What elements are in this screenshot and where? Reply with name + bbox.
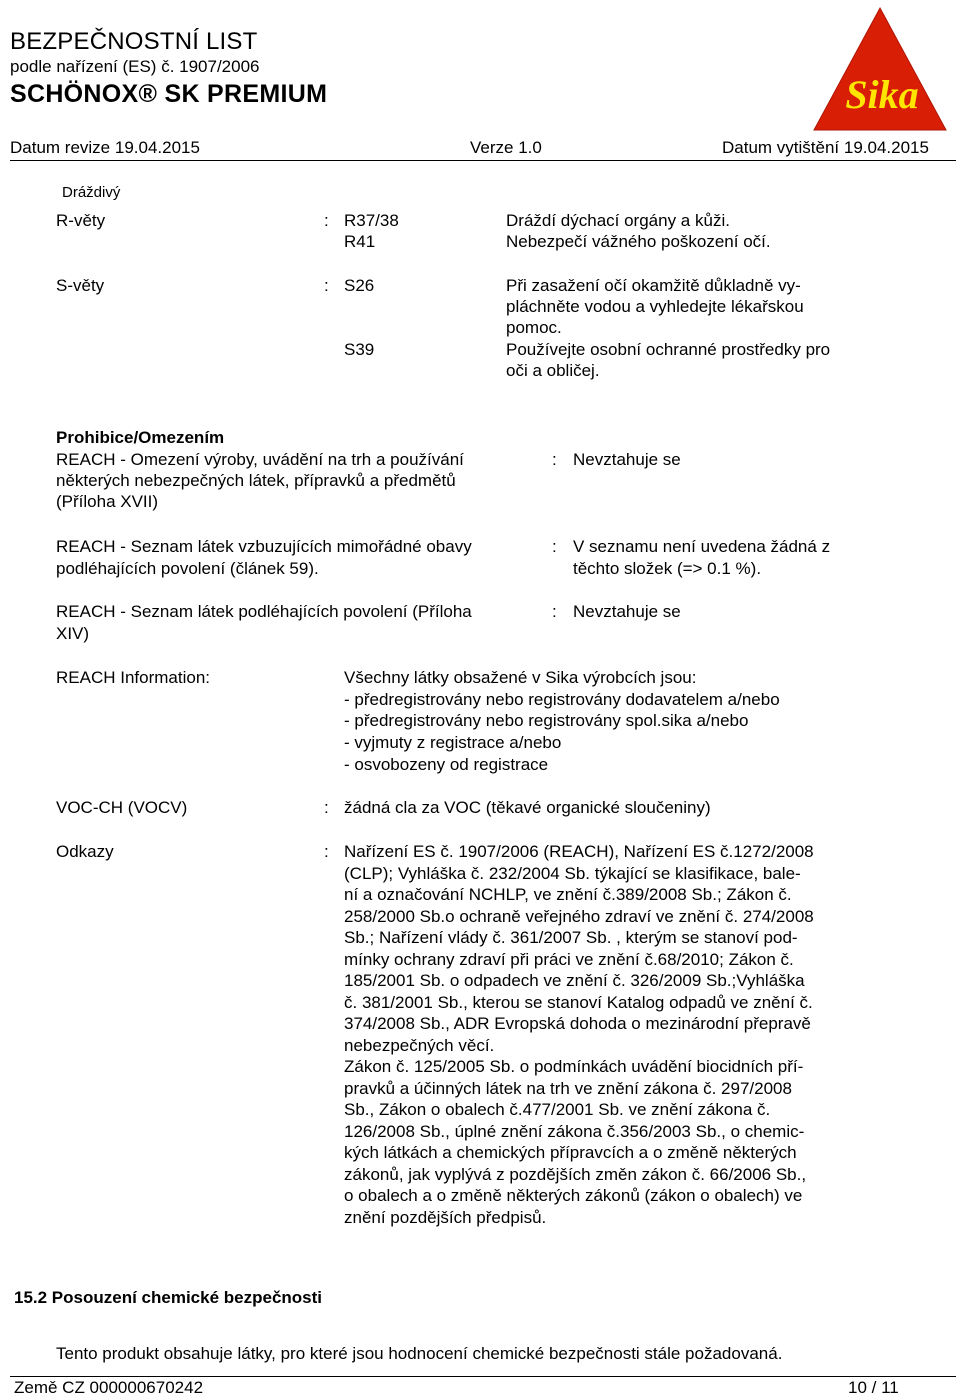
restriction-line: REACH - Seznam látek vzbuzujících mimořádné obavy bbox=[56, 537, 472, 556]
footer-country-code: Země CZ 000000670242 bbox=[14, 1378, 204, 1397]
s-text-line: pomoc. bbox=[506, 318, 562, 337]
reach-info-line: - osvobozeny od registrace bbox=[344, 755, 549, 774]
restriction-line: některých nebezpečných látek, přípravků a předmětů bbox=[56, 471, 456, 490]
colon: : bbox=[552, 450, 557, 469]
s-text-line: pláchněte vodou a vyhledejte lékařskou bbox=[506, 297, 804, 316]
reference-line: č. 381/2001 Sb., kterou se stanoví Katalog odpadů ve znění č. bbox=[344, 992, 813, 1012]
restriction-value: V seznamu není uvedena žádná z bbox=[573, 537, 831, 556]
reference-line: Nařízení ES č. 1907/2006 (REACH), Nařízení ES č.1272/2008 bbox=[344, 842, 814, 861]
restriction-value: Nevztahuje se bbox=[573, 450, 681, 469]
reference-line: mínky ochrany zdraví při práci ve znění č.68/2010; Zákon č. bbox=[344, 949, 794, 969]
reference-line: o obalech a o změně některých zákonů (zákon o obalech) ve bbox=[344, 1186, 803, 1205]
colon: : bbox=[324, 211, 329, 230]
r-text: Dráždí dýchací orgány a kůži. bbox=[506, 211, 730, 230]
page-number: 10 / 11 bbox=[848, 1378, 899, 1397]
voc-label: VOC-CH (VOCV) bbox=[56, 798, 188, 817]
regulation-subtitle: podle nařízení (ES) č. 1907/2006 bbox=[10, 57, 260, 76]
restriction-line: podléhajících povolení (článek 59). bbox=[56, 559, 319, 578]
reference-line: pravků a účinných látek na trh ve znění zákona č. 297/2008 bbox=[344, 1078, 792, 1098]
version: Verze 1.0 bbox=[470, 138, 542, 157]
reference-line: Zákon č. 125/2005 Sb. o podmínkách uvádění biocidních pří- bbox=[344, 1057, 804, 1076]
restriction-line: REACH - Omezení výroby, uvádění na trh a používání bbox=[56, 450, 464, 469]
colon: : bbox=[324, 842, 329, 861]
product-name: SCHÖNOX® SK PREMIUM bbox=[10, 80, 328, 108]
s-text-line: Používejte osobní ochranné prostředky pro bbox=[506, 340, 831, 359]
reach-info-line: Všechny látky obsažené v Sika výrobcích jsou: bbox=[344, 668, 697, 687]
s-phrases-label: S-věty bbox=[56, 276, 105, 295]
header-divider bbox=[10, 160, 956, 161]
r-text: Nebezpečí vážného poškození očí. bbox=[506, 232, 771, 251]
references-label: Odkazy bbox=[56, 842, 114, 861]
reference-line: 126/2008 Sb., úplné znění zákona č.356/2003 Sb., o chemic- bbox=[344, 1121, 805, 1141]
colon: : bbox=[324, 276, 329, 295]
reference-line: 185/2001 Sb. o odpadech ve znění č. 326/2009 Sb.;Vyhláška bbox=[344, 971, 805, 990]
reference-line: Sb., Zákon o obalech č.477/2001 Sb. ve znění zákona č. bbox=[344, 1100, 771, 1119]
reference-line: ní a označování NCHLP, ve znění č.389/2008 Sb.; Zákon č. bbox=[344, 885, 792, 904]
restriction-line: XIV) bbox=[56, 624, 90, 643]
hazard-label: Dráždivý bbox=[62, 184, 121, 201]
restrictions-heading: Prohibice/Omezením bbox=[56, 428, 225, 447]
sika-logo bbox=[812, 6, 948, 132]
reach-info-line: - předregistrovány nebo registrovány spol.sika a/nebo bbox=[344, 711, 749, 730]
restriction-value: Nevztahuje se bbox=[573, 602, 681, 621]
colon: : bbox=[552, 537, 557, 556]
section-heading: 15.2 Posouzení chemické bezpečnosti bbox=[14, 1288, 323, 1307]
section-text: Tento produkt obsahuje látky, pro které jsou hodnocení chemické bezpečnosti stále požadovaná. bbox=[56, 1344, 783, 1363]
reference-line: (CLP); Vyhláška č. 232/2004 Sb. týkající se klasifikace, bale- bbox=[344, 863, 801, 883]
reference-line: 258/2000 Sb.o ochraně veřejného zdraví ve znění č. 274/2008 bbox=[344, 906, 814, 926]
print-date: Datum vytištění 19.04.2015 bbox=[722, 138, 929, 157]
revision-date: Datum revize 19.04.2015 bbox=[10, 138, 200, 157]
document-title: BEZPEČNOSTNÍ LIST bbox=[10, 28, 258, 55]
sika-logo-text: Sika bbox=[845, 72, 919, 117]
reference-line: 374/2008 Sb., ADR Evropská dohoda o mezinárodní přepravě bbox=[344, 1014, 811, 1033]
reference-line: kých látkách a chemických přípravcích a o změně některých bbox=[344, 1143, 797, 1162]
s-code: S26 bbox=[344, 276, 375, 295]
r-phrases-label: R-věty bbox=[56, 211, 106, 230]
reference-line: nebezpečných věcí. bbox=[344, 1035, 495, 1055]
reference-line: znění pozdějších předpisů. bbox=[344, 1207, 547, 1227]
r-code: R37/38 bbox=[344, 211, 399, 230]
r-code: R41 bbox=[344, 232, 376, 251]
references-text bbox=[344, 841, 814, 1228]
restriction-line: REACH - Seznam látek podléhajících povolení (Příloha bbox=[56, 602, 472, 621]
reach-info-line: - předregistrovány nebo registrovány dodavatelem a/nebo bbox=[344, 690, 780, 709]
footer-divider bbox=[10, 1376, 956, 1377]
voc-value: žádná cla za VOC (těkavé organické sloučeniny) bbox=[344, 798, 711, 817]
reach-info-line: - vyjmuty z registrace a/nebo bbox=[344, 733, 562, 752]
colon: : bbox=[552, 602, 557, 621]
colon: : bbox=[324, 798, 329, 817]
reach-info-label: REACH Information: bbox=[56, 668, 210, 687]
s-code: S39 bbox=[344, 340, 375, 359]
s-text-line: Při zasažení očí okamžitě důkladně vy- bbox=[506, 276, 801, 295]
s-text-line: oči a obličej. bbox=[506, 361, 600, 380]
restriction-line: (Příloha XVII) bbox=[56, 492, 159, 511]
restriction-value: těchto složek (=> 0.1 %). bbox=[573, 559, 762, 578]
reference-line: zákonů, jak vyplývá z pozdějších změn zákon č. 66/2006 Sb., bbox=[344, 1164, 807, 1184]
reference-line: Sb.; Nařízení vlády č. 361/2007 Sb. , kterým se stanoví pod- bbox=[344, 928, 798, 947]
